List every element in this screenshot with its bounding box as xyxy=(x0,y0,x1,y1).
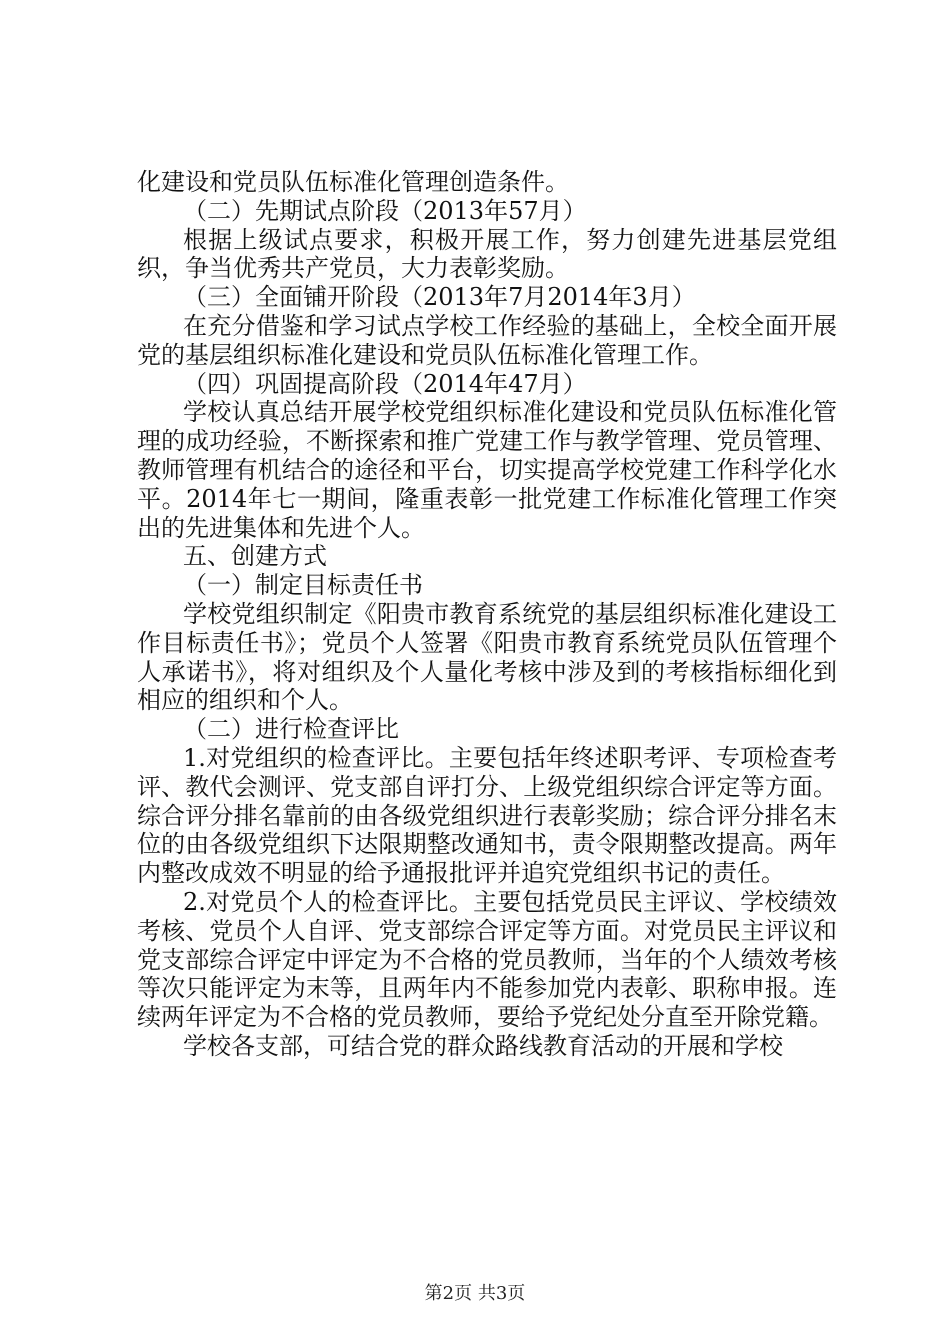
paragraph-inspection-organization: 1.对党组织的检查评比。主要包括年终述职考评、专项检查考评、教代会测评、党支部自评打分、上级党组织综合评定等方面。综合评分排名靠前的由各级党组织进行表彰奖励；综合评分排名末位的由各级党组织下达限期整改通知书，责令限期整改提高。两年内整改成效不明显的给予通报批评并追究党组织书记的责任。 xyxy=(137,743,837,888)
document-body xyxy=(137,168,837,1061)
heading-phase-two: （二）先期试点阶段（2013年57月） xyxy=(183,196,587,225)
heading-target-responsibility: （一）制定目标责任书 xyxy=(183,571,423,600)
heading-phase-three: （三）全面铺开阶段（2013年7月2014年3月） xyxy=(183,283,696,312)
heading-phase-four: （四）巩固提高阶段（2014年47月） xyxy=(183,369,587,398)
paragraph-phase-four: 学校认真总结开展学校党组织标准化建设和党员队伍标准化管理的成功经验，不断探索和推广党建工作与教学管理、党员管理、教师管理有机结合的途径和平台，切实提高学校党建工作科学化水平。2014年七一期间，隆重表彰一批党建工作标准化管理工作突出的先进集体和先进个人。 xyxy=(137,398,837,542)
page-footer: 第2页 共3页 xyxy=(424,1283,526,1304)
paragraph-phase-three: 在充分借鉴和学习试点学校工作经验的基础上，全校全面开展党的基层组织标准化建设和党员队伍标准化管理工作。 xyxy=(137,311,837,369)
paragraph-continuation: 化建设和党员队伍标准化管理创造条件。 xyxy=(137,168,569,196)
heading-section-five: 五、创建方式 xyxy=(183,542,327,571)
paragraph-target-responsibility: 学校党组织制定《阳贵市教育系统党的基层组织标准化建设工作目标责任书》；党员个人签署《阳贵市教育系统党员队伍管理个人承诺书》，将对组织及个人量化考核中涉及到的考核指标细化到相应的组织和个人。 xyxy=(137,599,837,715)
paragraph-inspection-member: 2.对党员个人的检查评比。主要包括党员民主评议、学校绩效考核、党员个人自评、党支部综合评定等方面。对党员民主评议和党支部综合评定中评定为不合格的党员教师，当年的个人绩效考核等次只能评定为末等，且两年内不能参加党内表彰、职称申报。连续两年评定为不合格的党员教师，要给予党纪处分直至开除党籍。 xyxy=(137,887,837,1032)
heading-inspection: （二）进行检查评比 xyxy=(183,715,399,744)
paragraph-branches: 学校各支部，可结合党的群众路线教育活动的开展和学校 xyxy=(183,1031,783,1060)
paragraph-phase-two: 根据上级试点要求，积极开展工作，努力创建先进基层党组织，争当优秀共产党员，大力表彰奖励。 xyxy=(137,225,837,283)
